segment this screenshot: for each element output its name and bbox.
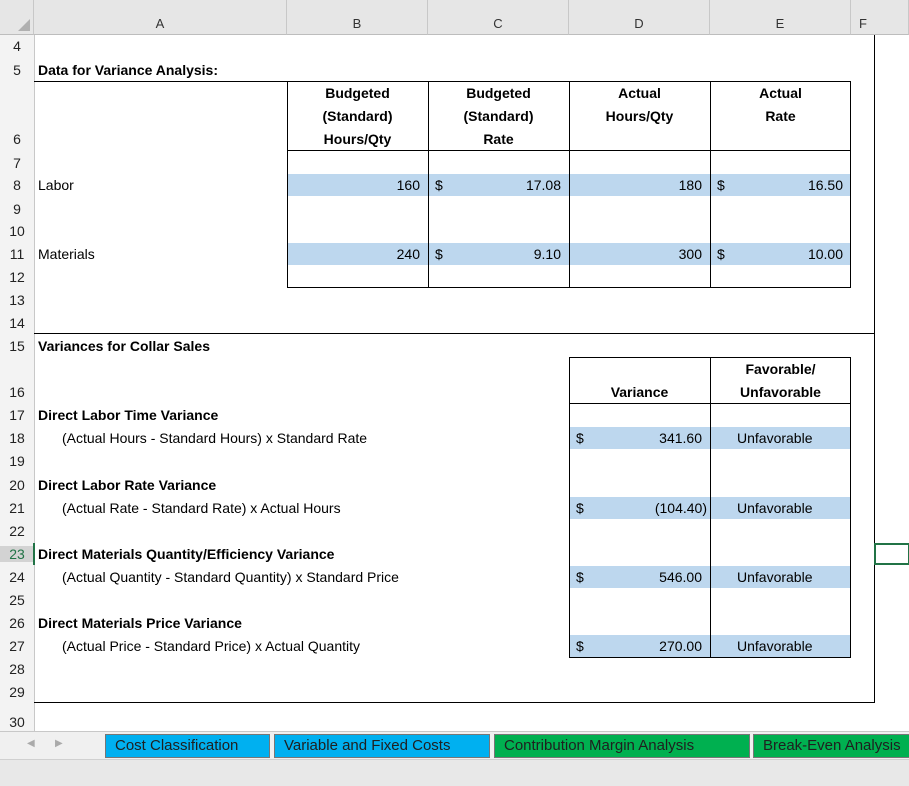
selected-cell[interactable] <box>874 543 909 565</box>
materials-actual-rate[interactable]: 10.00 <box>807 246 843 262</box>
active-row-indicator <box>33 543 35 565</box>
column-label: C <box>493 16 503 31</box>
prev-sheet-icon[interactable]: ◀ <box>27 738 35 749</box>
row-number[interactable]: 11 <box>9 246 25 262</box>
column-header-f[interactable] <box>851 0 909 35</box>
row-number[interactable]: 26 <box>9 615 25 631</box>
sheet-tab-contribution-margin[interactable]: Contribution Margin Analysis <box>494 734 750 758</box>
header-line: Unfavorable <box>740 384 821 400</box>
column-label: F <box>859 16 867 31</box>
table-border <box>569 81 570 288</box>
row-number[interactable]: 25 <box>9 592 25 608</box>
row-number[interactable]: 15 <box>9 338 25 354</box>
row-number[interactable]: 20 <box>9 477 25 493</box>
header-line: Budgeted <box>466 85 531 101</box>
row-number[interactable]: 7 <box>13 155 21 171</box>
sheet-tab-break-even[interactable]: Break-Even Analysis <box>753 734 909 758</box>
row-number[interactable]: 19 <box>9 453 25 469</box>
header-line: (Standard) <box>322 108 393 124</box>
variance-status[interactable]: Unfavorable <box>737 500 813 516</box>
row-number-active[interactable]: 23 <box>0 546 34 562</box>
header-budget-qty <box>287 82 428 151</box>
column-header-b[interactable] <box>287 0 428 35</box>
header-fav-unfav <box>710 358 851 404</box>
column-header-a[interactable] <box>34 0 287 35</box>
row-number[interactable]: 24 <box>9 569 25 585</box>
variance-currency: $ <box>576 500 584 516</box>
materials-actual-qty[interactable]: 300 <box>678 246 702 262</box>
header-line: Favorable/ <box>745 361 816 377</box>
column-label: B <box>352 16 362 31</box>
header-line: (Standard) <box>463 108 534 124</box>
variance-formula: (Actual Price - Standard Price) x Actual Quantity <box>62 638 361 654</box>
header-actual-rate <box>710 82 851 128</box>
variance-currency: $ <box>576 430 584 446</box>
data-section-title: Data for Variance Analysis: <box>38 62 219 78</box>
column-label: D <box>634 16 644 31</box>
row-number[interactable]: 5 <box>13 62 21 78</box>
select-all-corner[interactable] <box>0 0 34 35</box>
table-border <box>287 81 288 288</box>
materials-budget-qty[interactable]: 240 <box>396 246 420 262</box>
row-number[interactable]: 17 <box>9 407 25 423</box>
outer-border <box>874 35 875 702</box>
variance-currency: $ <box>576 638 584 654</box>
labor-currency-1: $ <box>435 177 443 193</box>
header-line: Budgeted <box>325 85 390 101</box>
labor-currency-2: $ <box>717 177 725 193</box>
outer-border <box>34 702 875 703</box>
row-number[interactable]: 6 <box>13 131 21 147</box>
column-label: E <box>775 16 785 31</box>
header-line: Rate <box>765 108 796 124</box>
table-border <box>850 357 851 658</box>
row-number[interactable]: 9 <box>13 201 21 217</box>
row-number[interactable]: 16 <box>9 384 25 400</box>
column-header-e[interactable] <box>710 0 851 35</box>
sheet-tab-cost-classification[interactable]: Cost Classification <box>105 734 270 758</box>
materials-budget-rate[interactable]: 9.10 <box>533 246 561 262</box>
labor-label[interactable]: Labor <box>38 177 74 193</box>
column-header-d[interactable] <box>569 0 710 35</box>
variance-title: Direct Labor Rate Variance <box>38 477 217 493</box>
header-budget-rate <box>428 82 569 151</box>
header-variance: Variance <box>610 384 669 400</box>
next-sheet-icon[interactable]: ▶ <box>55 738 63 749</box>
table-border <box>569 357 570 658</box>
column-label: A <box>155 16 165 31</box>
variance-status[interactable]: Unfavorable <box>737 569 813 585</box>
materials-label[interactable]: Materials <box>38 246 95 262</box>
variance-status[interactable]: Unfavorable <box>737 638 813 654</box>
variance-value[interactable]: (104.40) <box>654 500 707 516</box>
header-line: Actual <box>618 85 661 101</box>
outer-border <box>34 333 875 334</box>
materials-currency-1: $ <box>435 246 443 262</box>
row-number[interactable]: 21 <box>9 500 25 516</box>
variance-value[interactable]: 546.00 <box>659 569 702 585</box>
row-number[interactable]: 10 <box>9 223 25 239</box>
status-bar <box>0 759 909 786</box>
header-actual-qty <box>569 82 710 128</box>
row-number[interactable]: 12 <box>9 269 25 285</box>
row-number[interactable]: 22 <box>9 523 25 539</box>
row-number[interactable]: 30 <box>9 714 25 730</box>
variance-status[interactable]: Unfavorable <box>737 430 813 446</box>
row-number[interactable]: 14 <box>9 315 25 331</box>
row-number[interactable]: 13 <box>9 292 25 308</box>
variance-title: Direct Materials Quantity/Efficiency Variance <box>38 546 335 562</box>
variance-value[interactable]: 270.00 <box>659 638 702 654</box>
row-number[interactable]: 18 <box>9 430 25 446</box>
corner-triangle-icon <box>18 19 30 31</box>
variance-formula: (Actual Rate - Standard Rate) x Actual Hours <box>62 500 341 516</box>
variance-title: Direct Labor Time Variance <box>38 407 219 423</box>
row-number[interactable]: 27 <box>9 638 25 654</box>
labor-budget-rate[interactable]: 17.08 <box>525 177 561 193</box>
variance-formula: (Actual Quantity - Standard Quantity) x Standard Price <box>62 569 399 585</box>
sheet-tab-variable-fixed-costs[interactable]: Variable and Fixed Costs <box>274 734 490 758</box>
variance-currency: $ <box>576 569 584 585</box>
row-number[interactable]: 29 <box>9 684 25 700</box>
labor-budget-qty[interactable]: 160 <box>396 177 420 193</box>
variance-section-title: Variances for Collar Sales <box>38 338 210 354</box>
row-number[interactable]: 28 <box>9 661 25 677</box>
variance-value[interactable]: 341.60 <box>659 430 702 446</box>
materials-currency-2: $ <box>717 246 725 262</box>
table-border <box>850 81 851 288</box>
table-border <box>710 81 711 288</box>
variance-title: Direct Materials Price Variance <box>38 615 242 631</box>
header-line: Hours/Qty <box>605 108 674 124</box>
table-border <box>428 81 429 288</box>
column-header-c[interactable] <box>428 0 569 35</box>
labor-actual-rate[interactable]: 16.50 <box>807 177 843 193</box>
header-line: Hours/Qty <box>323 131 392 147</box>
table-border <box>710 357 711 658</box>
header-line: Rate <box>483 131 514 147</box>
row-number[interactable]: 4 <box>13 38 21 54</box>
header-line: Actual <box>759 85 802 101</box>
labor-actual-qty[interactable]: 180 <box>678 177 702 193</box>
row-number[interactable]: 8 <box>13 177 21 193</box>
table-border <box>34 81 851 82</box>
variance-formula: (Actual Hours - Standard Hours) x Standard Rate <box>62 430 368 446</box>
